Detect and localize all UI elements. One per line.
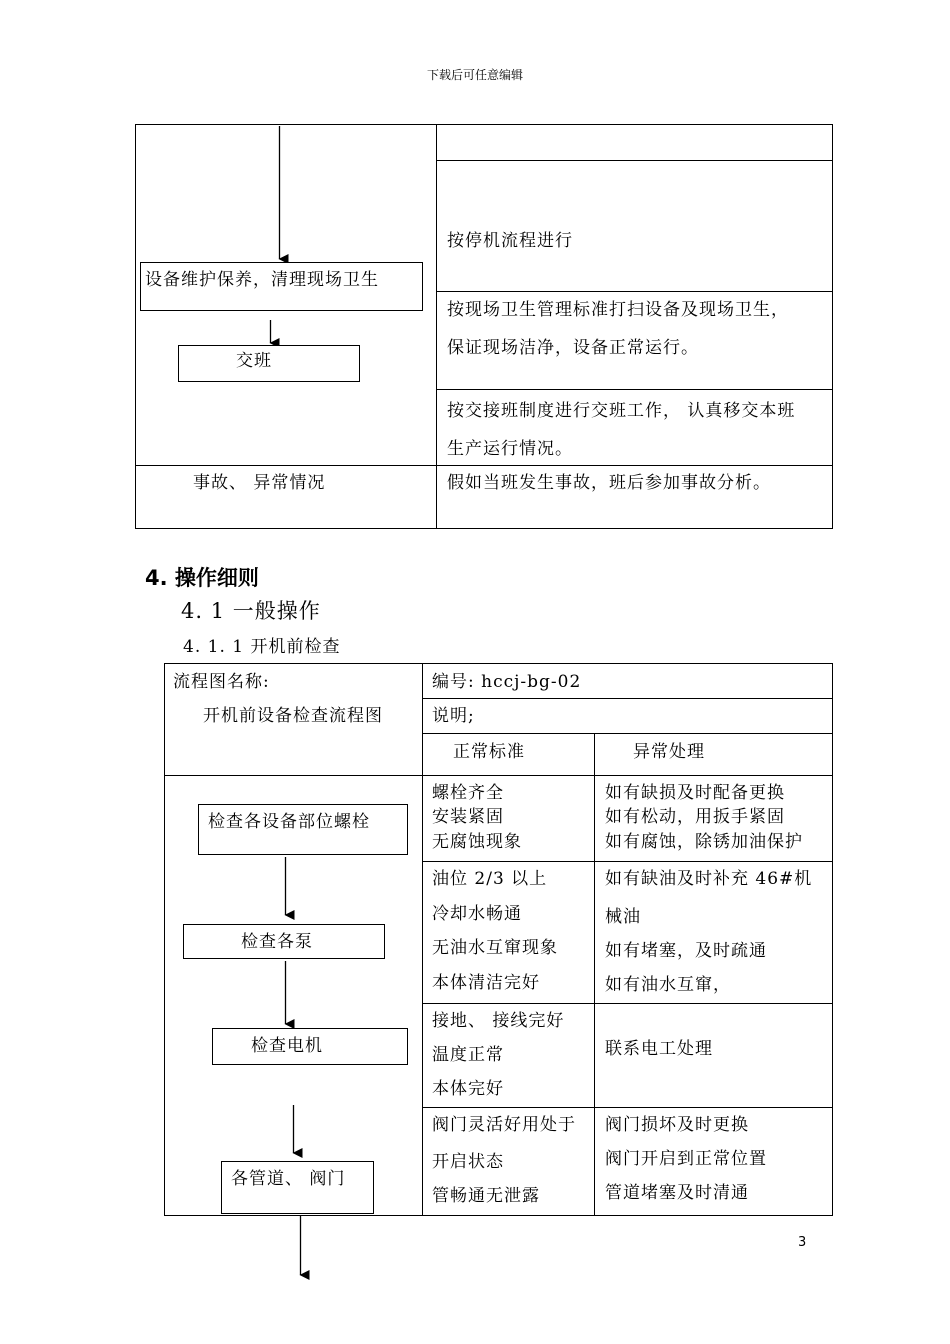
table1-cell-shutdown: 按停机流程进行 [447,231,573,251]
row3-normal-line: 温度正常 [432,1045,504,1065]
row3-normal-line: 接地、 接线完好 [432,1011,565,1031]
flow-box-motor [212,1028,408,1065]
row2-normal-line: 油位 2/3 以上 [432,869,548,889]
table2-code: 编号: hccj-bg-02 [432,672,582,692]
row3-abnormal-line: 联系电工处理 [605,1039,713,1059]
table1-cell-hygiene-line2: 保证现场洁净，设备正常运行。 [447,338,699,358]
page-number: 3 [798,1235,807,1250]
table2-note: 说明; [432,706,475,726]
row2-normal-line: 无油水互窜现象 [432,938,558,958]
flow-box-label: 设备维护保养，清理现场卫生 [145,270,379,290]
flow-box-label: 检查各泵 [241,932,313,952]
flow-box-handover [178,345,360,382]
row1-normal-line: 无腐蚀现象 [432,832,522,852]
row4-normal-line: 管畅通无泄露 [432,1186,540,1206]
table1-cell-handover-line2: 生产运行情况。 [447,439,573,459]
flow-box-label: 交班 [236,351,272,371]
table2-col-normal: 正常标准 [453,742,525,762]
row1-normal-line: 安装紧固 [432,807,504,827]
table2-name-value: 开机前设备检查流程图 [203,706,383,726]
row3-normal-line: 本体完好 [432,1079,504,1099]
subsection-heading: 4. 1 一般操作 [181,599,321,623]
subsubsection-heading: 4. 1. 1 开机前检查 [183,637,341,657]
flow-box-maintenance [140,262,423,311]
row4-abnormal-line: 管道堵塞及时清通 [605,1183,749,1203]
row2-abnormal-line: 如有缺油及时补充 46#机 [605,869,813,889]
table1-bottom-left: 事故、 异常情况 [193,473,326,493]
row4-normal-line: 开启状态 [432,1152,504,1172]
flow-box-label: 检查各设备部位螺栓 [208,812,370,832]
row4-abnormal-line: 阀门损坏及时更换 [605,1115,749,1135]
row4-abnormal-line: 阀门开启到正常位置 [605,1149,767,1169]
row4-normal-line: 阀门灵活好用处于 [432,1115,576,1135]
table2-col-abnormal: 异常处理 [633,742,705,762]
section-heading: 4. 操作细则 [145,566,259,590]
row1-abnormal-line: 如有缺损及时配备更换 [605,783,785,803]
row1-abnormal-line: 如有松动，用扳手紧固 [605,807,785,827]
flow-box-bolts [198,804,408,855]
row1-normal-line: 螺栓齐全 [432,783,504,803]
row2-abnormal-line: 如有油水互窜， [605,975,731,995]
row2-normal-line: 冷却水畅通 [432,904,522,924]
row2-abnormal-line: 械油 [605,907,641,927]
row2-normal-line: 本体清洁完好 [432,973,540,993]
flow-box-pipes-valves [221,1161,374,1214]
table1-bottom-right: 假如当班发生事故，班后参加事故分析。 [447,473,771,493]
flow-box-pumps [183,924,385,959]
table2-name-label: 流程图名称: [173,672,270,692]
flow-box-label: 检查电机 [251,1036,323,1056]
table1-cell-handover-line1: 按交接班制度进行交班工作， 认真移交本班 [447,401,796,421]
page-header: 下载后可任意编辑 [426,68,523,82]
table1-cell-hygiene-line1: 按现场卫生管理标准打扫设备及现场卫生， [447,300,789,320]
row1-abnormal-line: 如有腐蚀，除锈加油保护 [605,832,803,852]
row2-abnormal-line: 如有堵塞，及时疏通 [605,941,767,961]
flow-box-label: 各管道、 阀门 [231,1169,346,1189]
